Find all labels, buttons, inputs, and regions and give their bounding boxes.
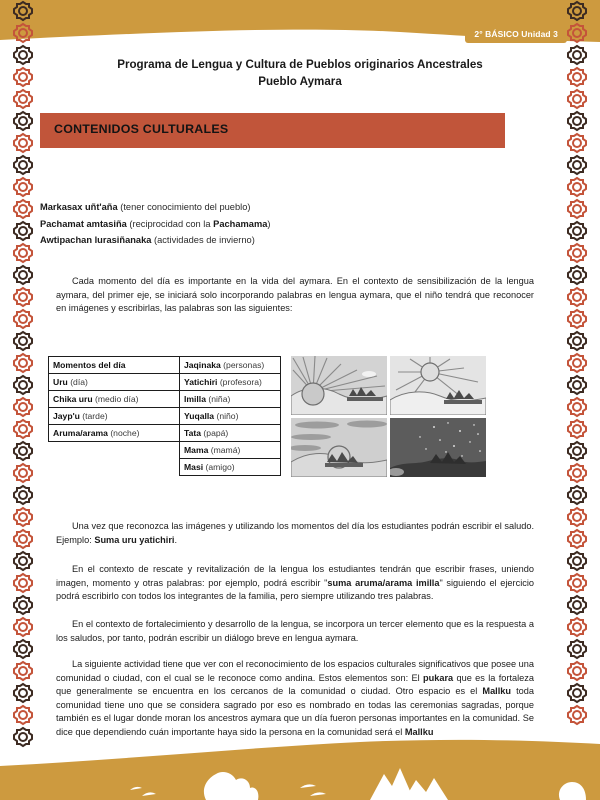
motif-icon bbox=[566, 418, 588, 440]
motif-icon bbox=[566, 330, 588, 352]
cell-term: Imilla bbox=[184, 393, 206, 404]
p5-bold-mallku-2: Mallku bbox=[404, 726, 434, 737]
motif-icon bbox=[12, 220, 34, 242]
paragraph-cultural-spaces bbox=[56, 658, 534, 740]
p2-text-a: Una vez que reconozca las imágenes y utilizando los momentos del día los estudiantes podrán escribir el saludo. Ejemplo: bbox=[56, 521, 534, 545]
sunset-panel bbox=[291, 418, 387, 477]
motif-icon bbox=[12, 308, 34, 330]
motif-icon bbox=[566, 374, 588, 396]
motif-icon bbox=[12, 352, 34, 374]
table-cell-b bbox=[180, 374, 281, 391]
gloss: (reciprocidad con la bbox=[126, 218, 214, 229]
motif-icon bbox=[566, 176, 588, 198]
motif-icon bbox=[12, 682, 34, 704]
motif-icon bbox=[12, 594, 34, 616]
motif-icon bbox=[566, 220, 588, 242]
title-line-2: Pueblo Aymara bbox=[258, 75, 342, 88]
term: Markasax uñt'aña bbox=[40, 202, 118, 212]
cell-term: Tata bbox=[184, 427, 202, 438]
momentos-del-dia-table bbox=[48, 356, 281, 476]
motif-icon bbox=[566, 572, 588, 594]
cell-gloss: (niña) bbox=[205, 393, 231, 404]
intro-paragraph: Cada momento del día es importante en la vida del aymara. En el contexto de sensibilización de la lengua aymara, del primer eje, se iniciará solo incorporando palabras en lengua aymara, que el niño tendrá que reconocer en imágenes y escribirlas, las palabras son las siguientes: bbox=[56, 276, 534, 314]
motif-icon bbox=[566, 198, 588, 220]
motif-icon bbox=[566, 462, 588, 484]
motif-icon bbox=[566, 308, 588, 330]
list-item bbox=[40, 199, 460, 216]
table-row bbox=[49, 408, 281, 425]
table-cell-a bbox=[49, 357, 180, 374]
table-row bbox=[49, 459, 281, 476]
cell-term: Jaqinaka bbox=[184, 359, 221, 370]
motif-icon bbox=[566, 638, 588, 660]
motif-icon bbox=[566, 396, 588, 418]
term: Pachamat amtasiña bbox=[40, 218, 127, 229]
gloss: (tener conocimiento del pueblo) bbox=[117, 202, 251, 212]
p2-bold: Suma uru yatichiri bbox=[94, 534, 175, 545]
motif-icon bbox=[566, 0, 588, 22]
motif-icon bbox=[12, 660, 34, 682]
motif-icon bbox=[566, 264, 588, 286]
term: Awtipachan lurasiñanaka bbox=[40, 235, 152, 245]
motif-icon bbox=[12, 242, 34, 264]
left-decorative-border bbox=[8, 0, 38, 800]
motif-icon bbox=[12, 506, 34, 528]
motif-icon bbox=[12, 264, 34, 286]
table-cell-b bbox=[180, 357, 281, 374]
cell-gloss: (tarde) bbox=[79, 410, 108, 421]
motif-icon bbox=[12, 440, 34, 462]
cultural-terms-list bbox=[40, 199, 460, 249]
motif-icon bbox=[12, 66, 34, 88]
motif-icon bbox=[566, 528, 588, 550]
motif-icon bbox=[12, 616, 34, 638]
table-cell-b bbox=[180, 391, 281, 408]
motif-icon bbox=[12, 198, 34, 220]
cell-gloss: (profesora) bbox=[217, 376, 262, 387]
p5-bold-pukara: pukara bbox=[423, 672, 454, 683]
table-cell-a bbox=[49, 374, 180, 391]
motif-icon bbox=[566, 154, 588, 176]
motif-icon bbox=[12, 0, 34, 22]
night-moon-panel bbox=[390, 418, 486, 477]
motif-icon bbox=[12, 22, 34, 44]
motif-icon bbox=[566, 594, 588, 616]
p3-text-a: En el contexto de rescate y revitalización de la lengua los estudiantes tendrán que escribir frases, uniendo imagen, momento y otras palabras: por ejemplo, podrá escribir " bbox=[56, 564, 534, 588]
table-row bbox=[49, 374, 281, 391]
p2-text-b: . bbox=[174, 534, 178, 545]
gloss-bold: Pachamama bbox=[213, 218, 268, 229]
p5-bold-mallku-1: Mallku bbox=[482, 686, 512, 697]
cell-gloss: (mamá) bbox=[208, 444, 241, 455]
cell-term: Mama bbox=[184, 444, 209, 455]
times-of-day-illustrations bbox=[291, 356, 487, 478]
gloss: (actividades de invierno) bbox=[151, 235, 255, 245]
motif-icon bbox=[12, 374, 34, 396]
gloss-end: ) bbox=[267, 218, 271, 229]
motif-icon bbox=[12, 88, 34, 110]
cell-gloss: (niño) bbox=[214, 410, 239, 421]
table-cell-a bbox=[49, 408, 180, 425]
cell-term: Chika uru bbox=[53, 393, 93, 404]
motif-icon bbox=[566, 88, 588, 110]
cell-term: Yuqalla bbox=[184, 410, 215, 421]
table-row bbox=[49, 425, 281, 442]
motif-icon bbox=[12, 44, 34, 66]
motif-icon bbox=[566, 132, 588, 154]
motif-icon bbox=[12, 418, 34, 440]
table-cell-b bbox=[180, 425, 281, 442]
cell-gloss: (noche) bbox=[107, 427, 140, 438]
table-cell-b bbox=[180, 442, 281, 459]
bottom-decorative-band bbox=[0, 730, 600, 800]
midday-sun-panel bbox=[390, 356, 486, 415]
cell-gloss: (personas) bbox=[220, 359, 265, 370]
motif-icon bbox=[12, 704, 34, 726]
motif-icon bbox=[12, 462, 34, 484]
paragraph-dialogue: En el contexto de fortalecimiento y desarrollo de la lengua, se incorpora un tercer elemento que es la respuesta a los saludos, por tanto, podrán escribir un diálogo breve en lengua aymara. bbox=[56, 619, 534, 643]
motif-icon bbox=[566, 484, 588, 506]
motif-icon bbox=[12, 176, 34, 198]
section-banner-label: CONTENIDOS CULTURALES bbox=[54, 122, 229, 136]
table-cell-empty bbox=[49, 459, 180, 476]
motif-icon bbox=[566, 660, 588, 682]
unit-badge: 2° BÁSICO Unidad 3 bbox=[465, 26, 567, 43]
motif-icon bbox=[12, 396, 34, 418]
motif-icon bbox=[566, 704, 588, 726]
page-title bbox=[50, 56, 550, 90]
motif-icon bbox=[566, 22, 588, 44]
cell-term: Aruma/arama bbox=[53, 427, 108, 438]
p5-text-c: que es la fortaleza que generalmente se encuentra en los cercanos de la comunidad o ciudad. Otro espacio es el bbox=[56, 672, 534, 697]
cell-term: Masi bbox=[184, 461, 204, 472]
motif-icon bbox=[566, 286, 588, 308]
motif-icon bbox=[566, 440, 588, 462]
title-line-1: Programa de Lengua y Cultura de Pueblos originarios Ancestrales bbox=[117, 58, 483, 71]
motif-icon bbox=[566, 242, 588, 264]
motif-icon bbox=[566, 550, 588, 572]
p3-bold: suma aruma/arama imilla bbox=[327, 577, 440, 588]
paragraph-phrases bbox=[56, 563, 534, 604]
cell-gloss: (amigo) bbox=[203, 461, 235, 472]
motif-icon bbox=[12, 572, 34, 594]
motif-icon bbox=[12, 110, 34, 132]
motif-icon bbox=[566, 352, 588, 374]
table-cell-a bbox=[49, 391, 180, 408]
p3-text-b: " siguiendo el ejercicio podrá escribirlo con todos los integrantes de la familia, pero siempre utilizando tres palabras. bbox=[56, 577, 534, 602]
cell-term: Momentos del día bbox=[53, 359, 126, 370]
cell-gloss: (día) bbox=[67, 376, 88, 387]
list-item bbox=[40, 216, 460, 233]
table-cell-b bbox=[180, 459, 281, 476]
motif-icon bbox=[12, 528, 34, 550]
motif-icon bbox=[12, 484, 34, 506]
motif-icon bbox=[12, 638, 34, 660]
motif-icon bbox=[12, 154, 34, 176]
motif-icon bbox=[12, 286, 34, 308]
motif-icon bbox=[566, 44, 588, 66]
cell-gloss: (medio día) bbox=[92, 393, 139, 404]
section-banner bbox=[40, 113, 505, 148]
motif-icon bbox=[566, 616, 588, 638]
p5-text-d: toda comunidad tiene uno que se considera sagrado por eso es nombrado en todas las ceremonias sagradas, porque también es el lugar donde moran los ancestros aymara que un día fueron personas importantes en la comunidad. Se dice que dependiendo cuán importante haya sido la persona en la comunidad será el bbox=[56, 686, 535, 737]
cell-term: Uru bbox=[53, 376, 68, 387]
motif-icon bbox=[12, 550, 34, 572]
cell-gloss: (papá) bbox=[201, 427, 229, 438]
motif-icon bbox=[566, 110, 588, 132]
p5-text-a: La siguiente actividad tiene que ver con el reconocimiento de los espacios culturales significativos que posee una comunidad o ciudad, con el cual se le reconoce como andina. Estos elementos son: El bbox=[56, 659, 534, 683]
motif-icon bbox=[566, 682, 588, 704]
table-cell-empty bbox=[49, 442, 180, 459]
table-cell-a bbox=[49, 425, 180, 442]
paragraph-greeting bbox=[56, 520, 534, 547]
cell-term: Jayp'u bbox=[53, 410, 80, 421]
list-item bbox=[40, 232, 460, 249]
sunrise-panel bbox=[291, 356, 387, 415]
table-row bbox=[49, 442, 281, 459]
motif-icon bbox=[12, 330, 34, 352]
motif-icon bbox=[12, 132, 34, 154]
cell-term: Yatichiri bbox=[184, 376, 218, 387]
motif-icon bbox=[566, 506, 588, 528]
table-row bbox=[49, 357, 281, 374]
right-decorative-border bbox=[562, 0, 592, 800]
table-row bbox=[49, 391, 281, 408]
motif-icon bbox=[12, 726, 34, 748]
motif-icon bbox=[566, 66, 588, 88]
table-cell-b bbox=[180, 408, 281, 425]
